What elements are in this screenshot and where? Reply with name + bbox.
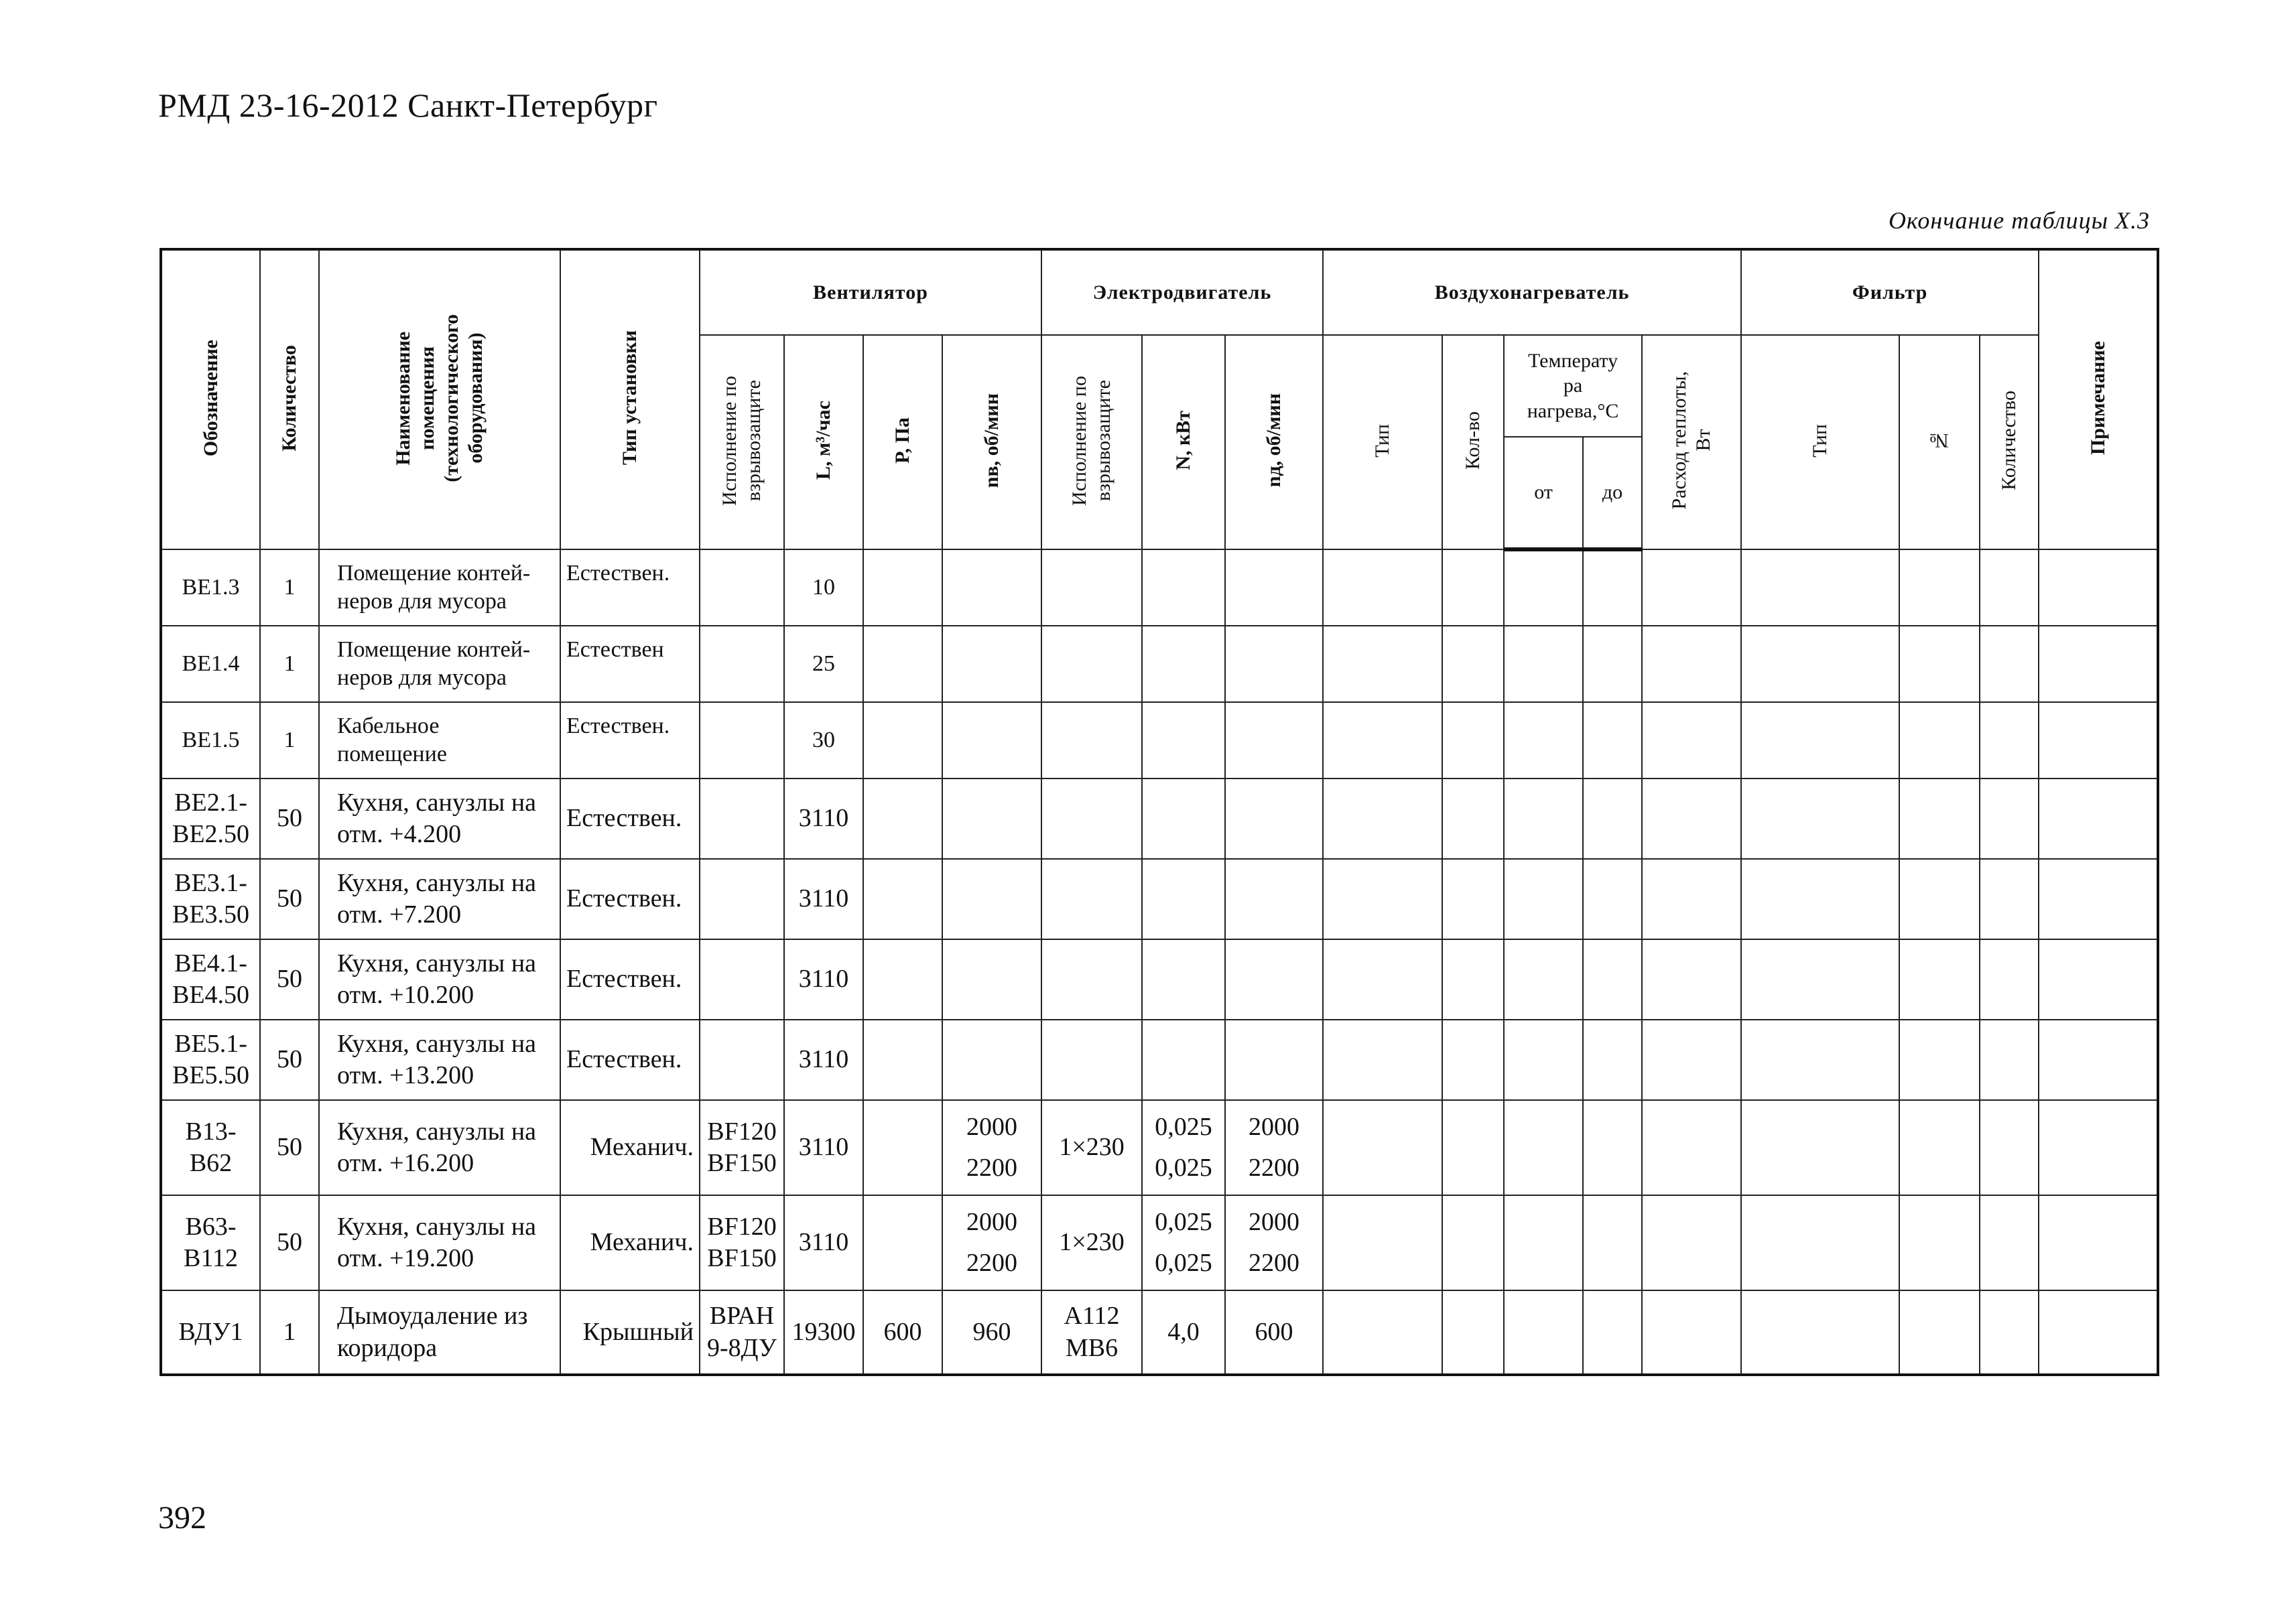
- cell-fan-speed: 2000 2200: [942, 1195, 1041, 1290]
- cell-designation: ВЕ4.1- ВЕ4.50: [161, 939, 260, 1020]
- table-row: [161, 939, 2158, 1020]
- cell-fan-explosion: BF120 BF150: [700, 1195, 784, 1290]
- cell-quantity: 50: [260, 859, 319, 939]
- cell-filter-no: [1899, 939, 1980, 1020]
- cell-heater-temp-from: [1504, 779, 1583, 859]
- cell-fan-flow: 10: [784, 549, 863, 626]
- cell-motor-power: [1142, 549, 1225, 626]
- cell-quantity: 50: [260, 1020, 319, 1100]
- cell-heater-count: [1442, 1290, 1504, 1375]
- cell-designation: В63- В112: [161, 1195, 260, 1290]
- cell-motor-speed: [1225, 1020, 1323, 1100]
- cell-room: Кухня, санузлы на отм. +7.200: [319, 859, 560, 939]
- cell-filter-qty: [1980, 779, 2039, 859]
- cell-motor-explosion: [1041, 939, 1142, 1020]
- cell-filter-no: [1899, 626, 1980, 702]
- table-row: [161, 1290, 2158, 1375]
- group-heater: Воздухонагреватель: [1323, 249, 1741, 335]
- cell-filter-qty: [1980, 702, 2039, 779]
- cell-heater-heat: [1642, 1290, 1741, 1375]
- cell-designation: ВЕ1.3: [161, 549, 260, 626]
- cell-fan-pressure: 600: [863, 1290, 942, 1375]
- cell-motor-speed: [1225, 859, 1323, 939]
- cell-motor-speed: [1225, 939, 1323, 1020]
- cell-motor-speed: 2000 2200: [1225, 1195, 1323, 1290]
- cell-heater-count: [1442, 1020, 1504, 1100]
- cell-note: [2039, 859, 2158, 939]
- cell-designation: ВЕ3.1- ВЕ3.50: [161, 859, 260, 939]
- page-number: 392: [158, 1500, 206, 1536]
- cell-filter-no: [1899, 1020, 1980, 1100]
- cell-filter-qty: [1980, 549, 2039, 626]
- cell-install-type: Естествен: [560, 626, 700, 702]
- cell-heater-temp-from: [1504, 702, 1583, 779]
- cell-fan-speed: [942, 1020, 1041, 1100]
- table-row: [161, 1195, 2158, 1290]
- cell-quantity: 1: [260, 626, 319, 702]
- cell-fan-pressure: [863, 1100, 942, 1195]
- cell-heater-heat: [1642, 1100, 1741, 1195]
- cell-fan-explosion: [700, 1020, 784, 1100]
- cell-quantity: 1: [260, 702, 319, 779]
- cell-fan-speed: [942, 779, 1041, 859]
- cell-note: [2039, 549, 2158, 626]
- cell-heater-heat: [1642, 549, 1741, 626]
- col-designation: Обозначение: [161, 249, 260, 549]
- cell-heater-temp-to: [1583, 859, 1642, 939]
- cell-quantity: 1: [260, 549, 319, 626]
- cell-room: Кабельное помещение: [319, 702, 560, 779]
- cell-filter-qty: [1980, 626, 2039, 702]
- cell-heater-heat: [1642, 939, 1741, 1020]
- cell-filter-no: [1899, 702, 1980, 779]
- group-fan: Вентилятор: [700, 249, 1041, 335]
- cell-heater-temp-to: [1583, 779, 1642, 859]
- cell-room: Помещение контей- неров для мусора: [319, 626, 560, 702]
- cell-room: Кухня, санузлы на отм. +16.200: [319, 1100, 560, 1195]
- cell-motor-speed: [1225, 702, 1323, 779]
- cell-filter-qty: [1980, 1100, 2039, 1195]
- cell-heater-temp-from: [1504, 1020, 1583, 1100]
- col-heater-temp-to: до: [1583, 437, 1642, 549]
- cell-note: [2039, 702, 2158, 779]
- cell-fan-explosion: [700, 549, 784, 626]
- cell-quantity: 1: [260, 1290, 319, 1375]
- cell-fan-flow: 3110: [784, 1020, 863, 1100]
- cell-motor-speed: 2000 2200: [1225, 1100, 1323, 1195]
- cell-install-type: Естествен.: [560, 859, 700, 939]
- cell-filter-qty: [1980, 939, 2039, 1020]
- cell-room: Кухня, санузлы на отм. +4.200: [319, 779, 560, 859]
- cell-heater-type: [1323, 702, 1442, 779]
- col-fan-flow: L, м³/час: [784, 335, 863, 549]
- cell-heater-temp-from: [1504, 1290, 1583, 1375]
- cell-filter-type: [1741, 939, 1899, 1020]
- cell-fan-flow: 30: [784, 702, 863, 779]
- cell-fan-speed: 2000 2200: [942, 1100, 1041, 1195]
- cell-heater-count: [1442, 859, 1504, 939]
- col-filter-type: Тип: [1741, 335, 1899, 549]
- cell-heater-temp-to: [1583, 939, 1642, 1020]
- cell-fan-flow: 3110: [784, 939, 863, 1020]
- col-motor-power: N, кВт: [1142, 335, 1225, 549]
- cell-fan-pressure: [863, 859, 942, 939]
- col-filter-qty: Количество: [1980, 335, 2039, 549]
- cell-fan-explosion: [700, 779, 784, 859]
- cell-fan-flow: 3110: [784, 779, 863, 859]
- cell-room: Помещение контей- неров для мусора: [319, 549, 560, 626]
- cell-fan-flow: 3110: [784, 1100, 863, 1195]
- cell-note: [2039, 1020, 2158, 1100]
- cell-motor-explosion: 1×230: [1041, 1100, 1142, 1195]
- cell-heater-temp-from: [1504, 859, 1583, 939]
- cell-motor-explosion: [1041, 702, 1142, 779]
- cell-install-type: Естествен.: [560, 1020, 700, 1100]
- cell-fan-flow: 3110: [784, 859, 863, 939]
- cell-filter-type: [1741, 1100, 1899, 1195]
- cell-filter-type: [1741, 1195, 1899, 1290]
- cell-filter-no: [1899, 779, 1980, 859]
- cell-fan-speed: [942, 702, 1041, 779]
- cell-heater-type: [1323, 549, 1442, 626]
- col-heater-temp-from: от: [1504, 437, 1583, 549]
- cell-motor-power: [1142, 859, 1225, 939]
- table-caption: Окончание таблицы X.3: [1888, 207, 2150, 234]
- cell-motor-explosion: [1041, 859, 1142, 939]
- cell-filter-no: [1899, 549, 1980, 626]
- table-row: [161, 859, 2158, 939]
- cell-fan-flow: 19300: [784, 1290, 863, 1375]
- col-fan-explosion: Исполнение по взрывозащите: [700, 335, 784, 549]
- cell-filter-type: [1741, 779, 1899, 859]
- cell-motor-explosion: 1×230: [1041, 1195, 1142, 1290]
- cell-quantity: 50: [260, 1100, 319, 1195]
- cell-install-type: Крышный: [560, 1290, 700, 1375]
- cell-fan-speed: 960: [942, 1290, 1041, 1375]
- cell-install-type: Естествен.: [560, 702, 700, 779]
- cell-motor-speed: 600: [1225, 1290, 1323, 1375]
- table-row: [161, 779, 2158, 859]
- cell-heater-heat: [1642, 626, 1741, 702]
- cell-motor-explosion: А112 МВ6: [1041, 1290, 1142, 1375]
- col-note: Примечание: [2039, 249, 2158, 549]
- cell-filter-type: [1741, 702, 1899, 779]
- cell-heater-count: [1442, 939, 1504, 1020]
- cell-designation: ВДУ1: [161, 1290, 260, 1375]
- cell-fan-explosion: [700, 859, 784, 939]
- cell-heater-temp-from: [1504, 549, 1583, 626]
- cell-fan-speed: [942, 939, 1041, 1020]
- cell-filter-no: [1899, 1100, 1980, 1195]
- cell-motor-power: [1142, 626, 1225, 702]
- cell-room: Кухня, санузлы на отм. +13.200: [319, 1020, 560, 1100]
- cell-quantity: 50: [260, 939, 319, 1020]
- cell-heater-type: [1323, 626, 1442, 702]
- cell-filter-no: [1899, 859, 1980, 939]
- cell-heater-type: [1323, 939, 1442, 1020]
- cell-heater-type: [1323, 1020, 1442, 1100]
- cell-fan-explosion: ВРАН 9-8ДУ: [700, 1290, 784, 1375]
- cell-filter-qty: [1980, 1020, 2039, 1100]
- cell-filter-qty: [1980, 1195, 2039, 1290]
- cell-heater-heat: [1642, 702, 1741, 779]
- table-row: [161, 702, 2158, 779]
- col-filter-no: №: [1899, 335, 1980, 549]
- cell-fan-pressure: [863, 939, 942, 1020]
- cell-motor-speed: [1225, 626, 1323, 702]
- col-quantity: Количество: [260, 249, 319, 549]
- cell-fan-pressure: [863, 1195, 942, 1290]
- cell-heater-heat: [1642, 1195, 1741, 1290]
- col-heater-heat: Расход теплоты, Вт: [1642, 335, 1741, 549]
- cell-note: [2039, 626, 2158, 702]
- col-fan-speed: nв, об/мин: [942, 335, 1041, 549]
- col-room-name: Наименование помещения (технологического оборудования): [319, 249, 560, 549]
- cell-heater-temp-to: [1583, 1100, 1642, 1195]
- cell-fan-flow: 25: [784, 626, 863, 702]
- cell-install-type: Механич.: [560, 1195, 700, 1290]
- cell-fan-flow: 3110: [784, 1195, 863, 1290]
- cell-room: Кухня, санузлы на отм. +10.200: [319, 939, 560, 1020]
- cell-heater-temp-from: [1504, 939, 1583, 1020]
- cell-motor-explosion: [1041, 1020, 1142, 1100]
- cell-designation: ВЕ2.1- ВЕ2.50: [161, 779, 260, 859]
- cell-motor-power: [1142, 702, 1225, 779]
- cell-heater-type: [1323, 1195, 1442, 1290]
- cell-fan-explosion: BF120 BF150: [700, 1100, 784, 1195]
- table-row: [161, 1020, 2158, 1100]
- group-motor: Электродвигатель: [1041, 249, 1323, 335]
- cell-fan-pressure: [863, 1020, 942, 1100]
- cell-fan-speed: [942, 549, 1041, 626]
- cell-heater-temp-to: [1583, 702, 1642, 779]
- table-row: [161, 1100, 2158, 1195]
- cell-heater-temp-to: [1583, 1020, 1642, 1100]
- cell-install-type: Естествен.: [560, 939, 700, 1020]
- cell-heater-count: [1442, 549, 1504, 626]
- cell-fan-speed: [942, 626, 1041, 702]
- group-filter: Фильтр: [1741, 249, 2039, 335]
- cell-motor-speed: [1225, 549, 1323, 626]
- cell-heater-temp-to: [1583, 1195, 1642, 1290]
- cell-motor-explosion: [1041, 779, 1142, 859]
- cell-motor-speed: [1225, 779, 1323, 859]
- cell-designation: ВЕ5.1- ВЕ5.50: [161, 1020, 260, 1100]
- equipment-table: [160, 248, 2159, 1376]
- cell-fan-pressure: [863, 702, 942, 779]
- cell-motor-power: [1142, 1020, 1225, 1100]
- cell-heater-temp-to: [1583, 1290, 1642, 1375]
- col-heater-temp: Температу ра нагрева,°С: [1504, 335, 1642, 437]
- cell-heater-type: [1323, 859, 1442, 939]
- cell-motor-power: [1142, 939, 1225, 1020]
- document-header: РМД 23-16-2012 Санкт-Петербург: [158, 86, 658, 124]
- cell-note: [2039, 1100, 2158, 1195]
- cell-fan-pressure: [863, 549, 942, 626]
- cell-filter-type: [1741, 626, 1899, 702]
- col-install-type: Тип установки: [560, 249, 700, 549]
- cell-fan-explosion: [700, 702, 784, 779]
- cell-designation: ВЕ1.4: [161, 626, 260, 702]
- cell-heater-count: [1442, 626, 1504, 702]
- cell-heater-type: [1323, 1290, 1442, 1375]
- cell-heater-count: [1442, 702, 1504, 779]
- cell-install-type: Естествен.: [560, 549, 700, 626]
- cell-motor-power: 0,025 0,025: [1142, 1100, 1225, 1195]
- cell-heater-temp-from: [1504, 626, 1583, 702]
- cell-filter-no: [1899, 1195, 1980, 1290]
- cell-heater-count: [1442, 779, 1504, 859]
- cell-room: Кухня, санузлы на отм. +19.200: [319, 1195, 560, 1290]
- cell-motor-power: [1142, 779, 1225, 859]
- cell-motor-power: 0,025 0,025: [1142, 1195, 1225, 1290]
- col-heater-count: Кол-во: [1442, 335, 1504, 549]
- cell-note: [2039, 779, 2158, 859]
- col-motor-explosion: Исполнение по взрывозащите: [1041, 335, 1142, 549]
- cell-heater-type: [1323, 1100, 1442, 1195]
- col-fan-pressure: P, Па: [863, 335, 942, 549]
- cell-motor-explosion: [1041, 549, 1142, 626]
- cell-note: [2039, 1195, 2158, 1290]
- cell-motor-power: 4,0: [1142, 1290, 1225, 1375]
- cell-heater-heat: [1642, 859, 1741, 939]
- cell-motor-explosion: [1041, 626, 1142, 702]
- cell-heater-heat: [1642, 779, 1741, 859]
- cell-fan-pressure: [863, 626, 942, 702]
- cell-fan-explosion: [700, 626, 784, 702]
- cell-heater-heat: [1642, 1020, 1741, 1100]
- cell-filter-type: [1741, 549, 1899, 626]
- cell-fan-pressure: [863, 779, 942, 859]
- cell-filter-qty: [1980, 859, 2039, 939]
- table-row: [161, 549, 2158, 626]
- cell-filter-type: [1741, 1290, 1899, 1375]
- cell-filter-qty: [1980, 1290, 2039, 1375]
- cell-designation: ВЕ1.5: [161, 702, 260, 779]
- cell-heater-temp-from: [1504, 1100, 1583, 1195]
- cell-fan-explosion: [700, 939, 784, 1020]
- cell-room: Дымоудаление из коридора: [319, 1290, 560, 1375]
- cell-filter-type: [1741, 859, 1899, 939]
- cell-filter-type: [1741, 1020, 1899, 1100]
- cell-heater-temp-to: [1583, 626, 1642, 702]
- table-row: [161, 626, 2158, 702]
- cell-note: [2039, 939, 2158, 1020]
- cell-heater-count: [1442, 1100, 1504, 1195]
- cell-designation: В13- В62: [161, 1100, 260, 1195]
- cell-fan-speed: [942, 859, 1041, 939]
- cell-quantity: 50: [260, 1195, 319, 1290]
- cell-install-type: Естествен.: [560, 779, 700, 859]
- cell-note: [2039, 1290, 2158, 1375]
- col-heater-type: Тип: [1323, 335, 1442, 549]
- cell-install-type: Механич.: [560, 1100, 700, 1195]
- cell-heater-temp-to: [1583, 549, 1642, 626]
- cell-heater-type: [1323, 779, 1442, 859]
- cell-filter-no: [1899, 1290, 1980, 1375]
- cell-quantity: 50: [260, 779, 319, 859]
- col-motor-speed: nд, об/мин: [1225, 335, 1323, 549]
- cell-heater-temp-from: [1504, 1195, 1583, 1290]
- cell-heater-count: [1442, 1195, 1504, 1290]
